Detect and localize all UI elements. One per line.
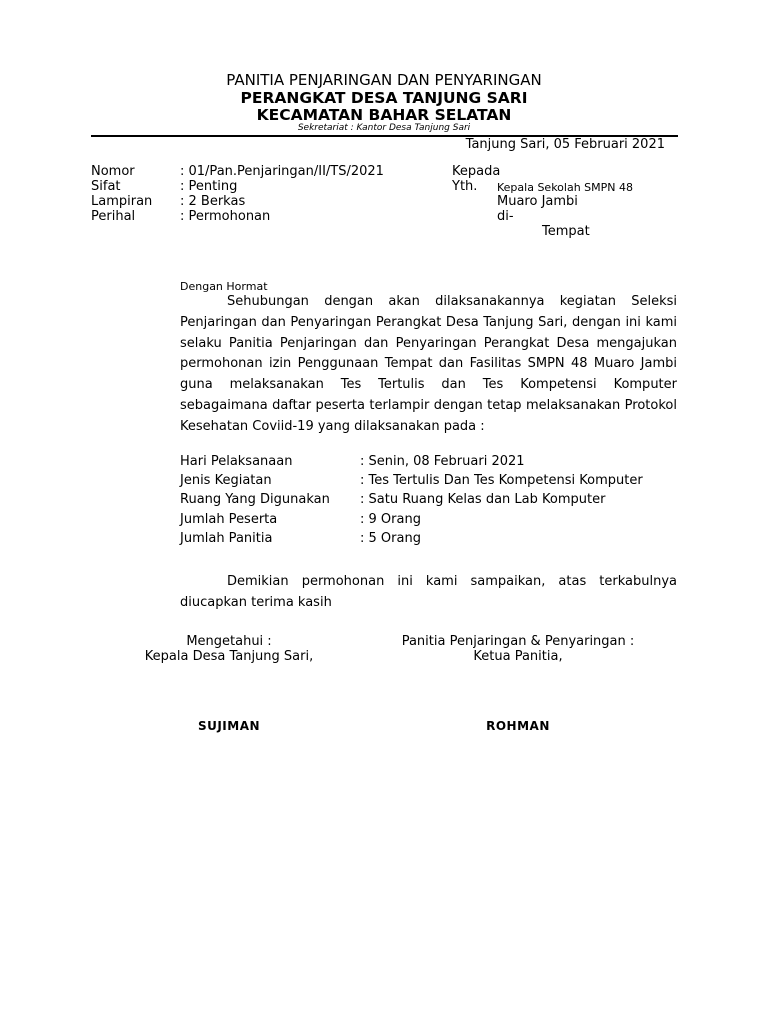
detail-value-ruang: : Satu Ruang Kelas dan Lab Komputer — [360, 492, 606, 507]
letter-date: Tanjung Sari, 05 Februari 2021 — [465, 137, 665, 152]
recipient-kepada: Kepada — [452, 164, 501, 179]
detail-label-ruang: Ruang Yang Digunakan — [180, 492, 330, 507]
meta-value-sifat: : Penting — [180, 179, 238, 194]
greeting: Dengan Hormat — [180, 280, 268, 293]
meta-label-nomor: Nomor — [91, 164, 135, 179]
meta-value-perihal: : Permohonan — [180, 209, 271, 224]
detail-value-panitia: : 5 Orang — [360, 531, 421, 546]
recipient-di: di- — [497, 209, 514, 224]
body-paragraph — [180, 292, 677, 438]
meta-label-lampiran: Lampiran — [91, 194, 153, 209]
recipient-city: Muaro Jambi — [497, 194, 578, 209]
detail-label-jenis: Jenis Kegiatan — [180, 473, 272, 488]
detail-label-panitia: Jumlah Panitia — [180, 531, 273, 546]
detail-value-hari: : Senin, 08 Februari 2021 — [360, 454, 525, 469]
letterhead-line-1: PANITIA PENJARINGAN DAN PENYARINGAN — [226, 71, 542, 89]
recipient-yth: Yth. — [452, 179, 478, 194]
signature-left-name: SUJIMAN — [197, 719, 261, 733]
secretariat-address: Sekretariat : Kantor Desa Tanjung Sari — [297, 123, 471, 133]
meta-value-nomor: : 01/Pan.Penjaringan/II/TS/2021 — [180, 164, 384, 179]
signature-right-line2: Ketua Panitia, — [473, 649, 563, 664]
body-paragraph-text: Sehubungan dengan akan dilaksanakannya kegiatan Seleksi Penjaringan dan Penyaringan Perangkat Desa Tanjung Sari, dengan ini kami selaku Panitia Penjaringan dan Penyaringan Perangkat Desa mengajukan permohonan izin Penggunaan Tempat dan Fasilitas SMPN 48 Muaro Jambi guna melaksanakan Tes Tertulis dan Tes Kompetensi Komputer sebagaimana daftar peserta terlampir dengan tetap melaksanakan Protokol Kesehatan Coviid-19 yang dilaksanakan pada : — [180, 294, 677, 434]
signature-left-line2: Kepala Desa Tanjung Sari, — [144, 649, 314, 664]
closing-text: Demikian permohonan ini kami sampaikan, atas terkabulnya diucapkan terima kasih — [180, 574, 677, 610]
detail-label-peserta: Jumlah Peserta — [180, 512, 278, 527]
detail-label-hari: Hari Pelaksanaan — [180, 454, 293, 469]
signature-left-line1: Mengetahui : — [186, 634, 272, 649]
meta-label-sifat: Sifat — [91, 179, 121, 194]
closing-paragraph — [180, 571, 677, 613]
signature-right-line1: Panitia Penjaringan & Penyaringan : — [401, 634, 635, 649]
meta-value-lampiran: : 2 Berkas — [180, 194, 246, 209]
recipient-place: Tempat — [542, 224, 590, 239]
letterhead-line-3: KECAMATAN BAHAR SELATAN — [256, 106, 512, 124]
meta-label-perihal: Perihal — [91, 209, 136, 224]
letterhead-line-2: PERANGKAT DESA TANJUNG SARI — [240, 89, 528, 107]
signature-right-name: ROHMAN — [486, 719, 550, 733]
detail-value-jenis: : Tes Tertulis Dan Tes Kompetensi Komputer — [360, 473, 643, 488]
detail-value-peserta: : 9 Orang — [360, 512, 421, 527]
recipient-name: Kepala Sekolah SMPN 48 — [497, 181, 634, 194]
